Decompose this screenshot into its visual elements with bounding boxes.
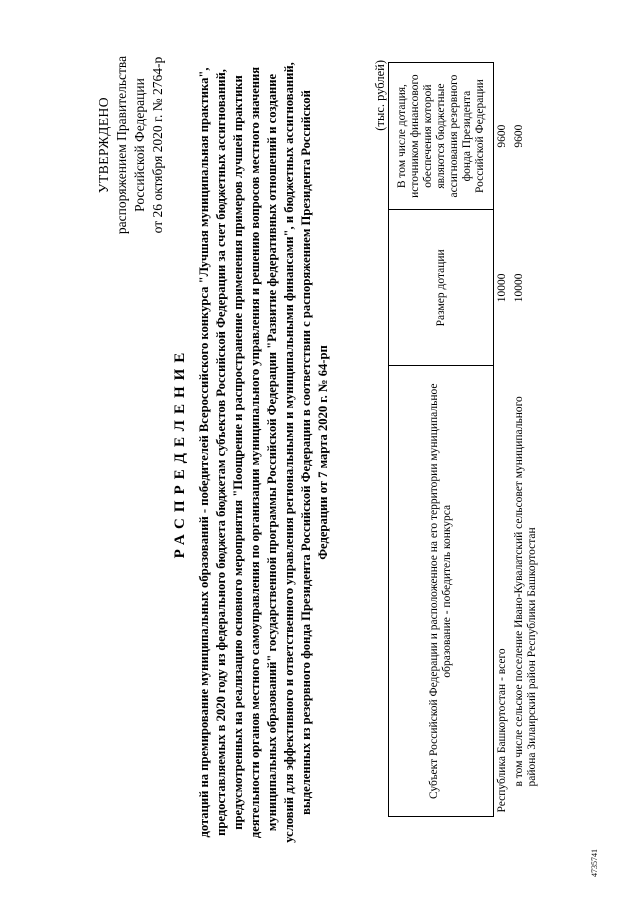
distribution-table [388, 62, 541, 817]
units-label: (тыс. рублей) [373, 60, 387, 131]
approval-line-2: Российской Федерации [132, 78, 147, 212]
approval-line-1: распоряжением Правительства [114, 55, 129, 235]
row-reserve: 9600 [496, 124, 508, 148]
footer-code: 4735741 [590, 849, 599, 877]
table-header-row [389, 63, 494, 817]
row-amount: 10000 [513, 273, 525, 303]
document-title: РАСПРЕДЕЛЕНИЕ [172, 346, 188, 559]
approval-block [95, 35, 167, 255]
table-row [511, 63, 541, 817]
document-subtitle: дотаций на премирование муниципальных образований - победителей Всероссийского конкурса "Лучшая муниципальная практика", предоставляемых в 2020 году из федерального бюджета бюджетам субъектов Российской Федерации за счет бюджетных ассигнований, предусмотренных на реализацию основного мероприятия "Поощрение и распространение применения примеров лучшей практики деятельности органов местного самоуправления по организации муниципального управления и решению вопросов местного значения муниципальных образований" государственной программы Российской Федерации "Развитие федеративных отношений и создание условий для эффективного и ответственного управления региональными и муниципальными финансами", и бюджетных ассигнований, выделенных из резервного фонда Президента Российской Федерации в соответствии с распоряжением Президента Российской Федерации от 7 марта 2020 г. № 64-рп [197, 62, 330, 843]
row-subject-name: в том числе сельское поселение Ивано-Кувалатский сельсовет муниципального района Зилаирский район Республики Башкортостан [513, 396, 538, 787]
header-amount: Размер дотации [389, 210, 494, 366]
approval-heading: УТВЕРЖДЕНО [96, 96, 111, 194]
header-reserve: В том числе дотация, источником финансового обеспечения которой являются бюджетные ассигнования резервного фонда Президента Российской Федерации [389, 63, 494, 210]
header-subject: Субъект Российской Федерации и расположенное на его территории муниципальное образование - победитель конкурса [389, 366, 494, 817]
row-subject-name: Республика Башкортостан - всего [496, 648, 508, 813]
approval-line-3: от 26 октября 2020 г. № 2764-р [150, 56, 165, 234]
row-reserve: 9600 [513, 124, 525, 148]
row-amount: 10000 [496, 273, 508, 303]
table-row [494, 63, 512, 817]
